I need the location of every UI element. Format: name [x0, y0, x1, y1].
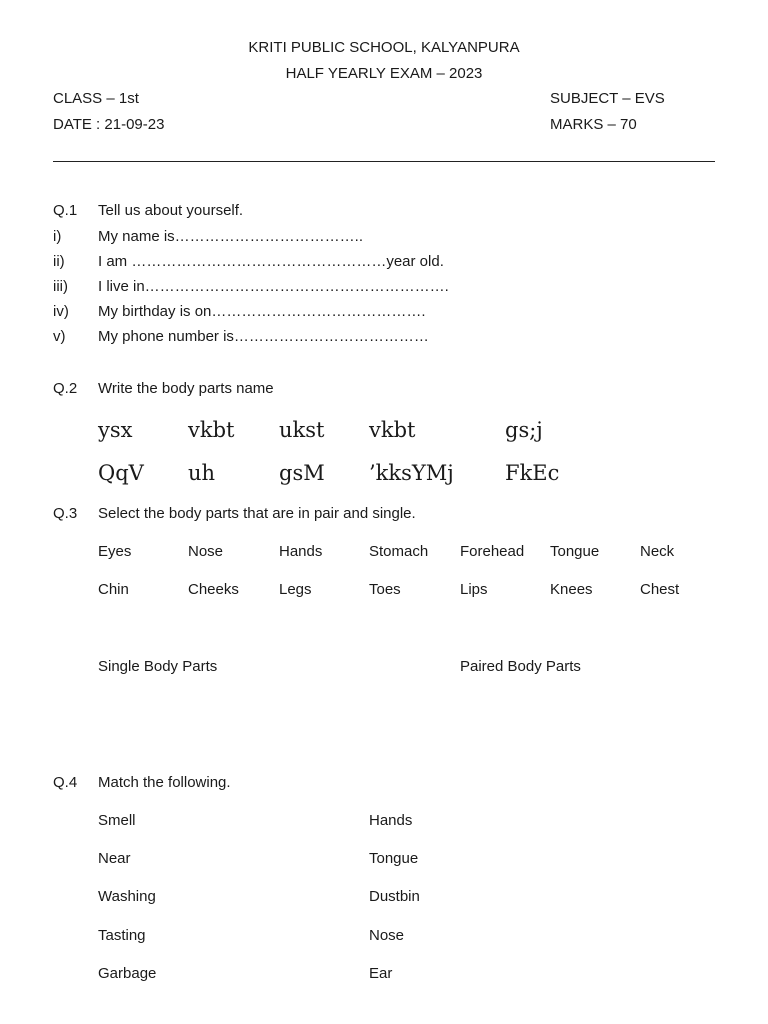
q1-item-text: My phone number is………………………………… [98, 328, 429, 345]
q3-body-part: Neck [640, 543, 675, 560]
q3-title: Select the body parts that are in pair and single. [98, 505, 416, 522]
q3-body-part: Legs [279, 581, 312, 598]
q1-item-number: ii) [53, 253, 65, 270]
q3-body-part: Chin [98, 581, 129, 598]
q4-number: Q.4 [53, 774, 78, 791]
header-divider [53, 161, 715, 162]
q3-body-part: Lips [460, 581, 488, 598]
exam-title: HALF YEARLY EXAM – 2023 [285, 65, 483, 82]
q1-item-number: v) [53, 328, 66, 345]
match-left-item: Near [98, 850, 131, 867]
q3-number: Q.3 [53, 505, 78, 522]
q2-word: uh [188, 461, 216, 485]
q1-title: Tell us about yourself. [98, 202, 244, 219]
q2-word: gs;j [505, 418, 543, 442]
q2-word: QqV [98, 461, 144, 485]
q2-word: gsM [279, 461, 325, 485]
q3-body-part: Forehead [460, 543, 525, 560]
q1-item-text: I am ……………………………………………year old. [98, 253, 444, 270]
q3-body-part: Tongue [550, 543, 600, 560]
school-name: KRITI PUBLIC SCHOOL, KALYANPURA [248, 39, 520, 56]
q3-body-part: Stomach [369, 543, 429, 560]
q3-body-part: Hands [279, 543, 323, 560]
match-left-item: Tasting [98, 927, 146, 944]
single-body-parts-heading: Single Body Parts [98, 658, 218, 675]
q1-item-number: iii) [53, 278, 68, 295]
q1-item-text: My birthday is on……………………………………. [98, 303, 426, 320]
q1-item-number: iv) [53, 303, 69, 320]
q2-word: ’kksYMj [369, 461, 454, 485]
q1-number: Q.1 [53, 202, 78, 219]
match-left-item: Washing [98, 888, 156, 905]
match-left-item: Garbage [98, 965, 157, 982]
date-label: DATE : 21-09-23 [53, 116, 165, 133]
q1-item-text: My name is……………………………….. [98, 228, 364, 245]
match-right-item: Dustbin [369, 888, 420, 905]
q2-word: ukst [279, 418, 325, 442]
match-left-item: Smell [98, 812, 136, 829]
paired-body-parts-heading: Paired Body Parts [460, 658, 581, 675]
q1-item-text: I live in……………………………………………………. [98, 278, 449, 295]
q4-title: Match the following. [98, 774, 231, 791]
q3-body-part: Eyes [98, 543, 132, 560]
match-right-item: Tongue [369, 850, 419, 867]
q2-word: FkEc [505, 461, 560, 485]
q3-body-part: Toes [369, 581, 401, 598]
marks-label: MARKS – 70 [550, 116, 637, 133]
q2-word: vkbt [188, 418, 235, 442]
q2-word: vkbt [369, 418, 416, 442]
match-right-item: Ear [369, 965, 393, 982]
q3-body-part: Chest [640, 581, 680, 598]
q2-number: Q.2 [53, 380, 78, 397]
q3-body-part: Knees [550, 581, 593, 598]
q1-item-number: i) [53, 228, 62, 245]
q3-body-part: Nose [188, 543, 224, 560]
q2-word: ysx [98, 418, 133, 442]
q2-title: Write the body parts name [98, 380, 274, 397]
q3-body-part: Cheeks [188, 581, 239, 598]
match-right-item: Nose [369, 927, 405, 944]
subject-label: SUBJECT – EVS [550, 90, 665, 107]
match-right-item: Hands [369, 812, 413, 829]
class-label: CLASS – 1st [53, 90, 139, 107]
